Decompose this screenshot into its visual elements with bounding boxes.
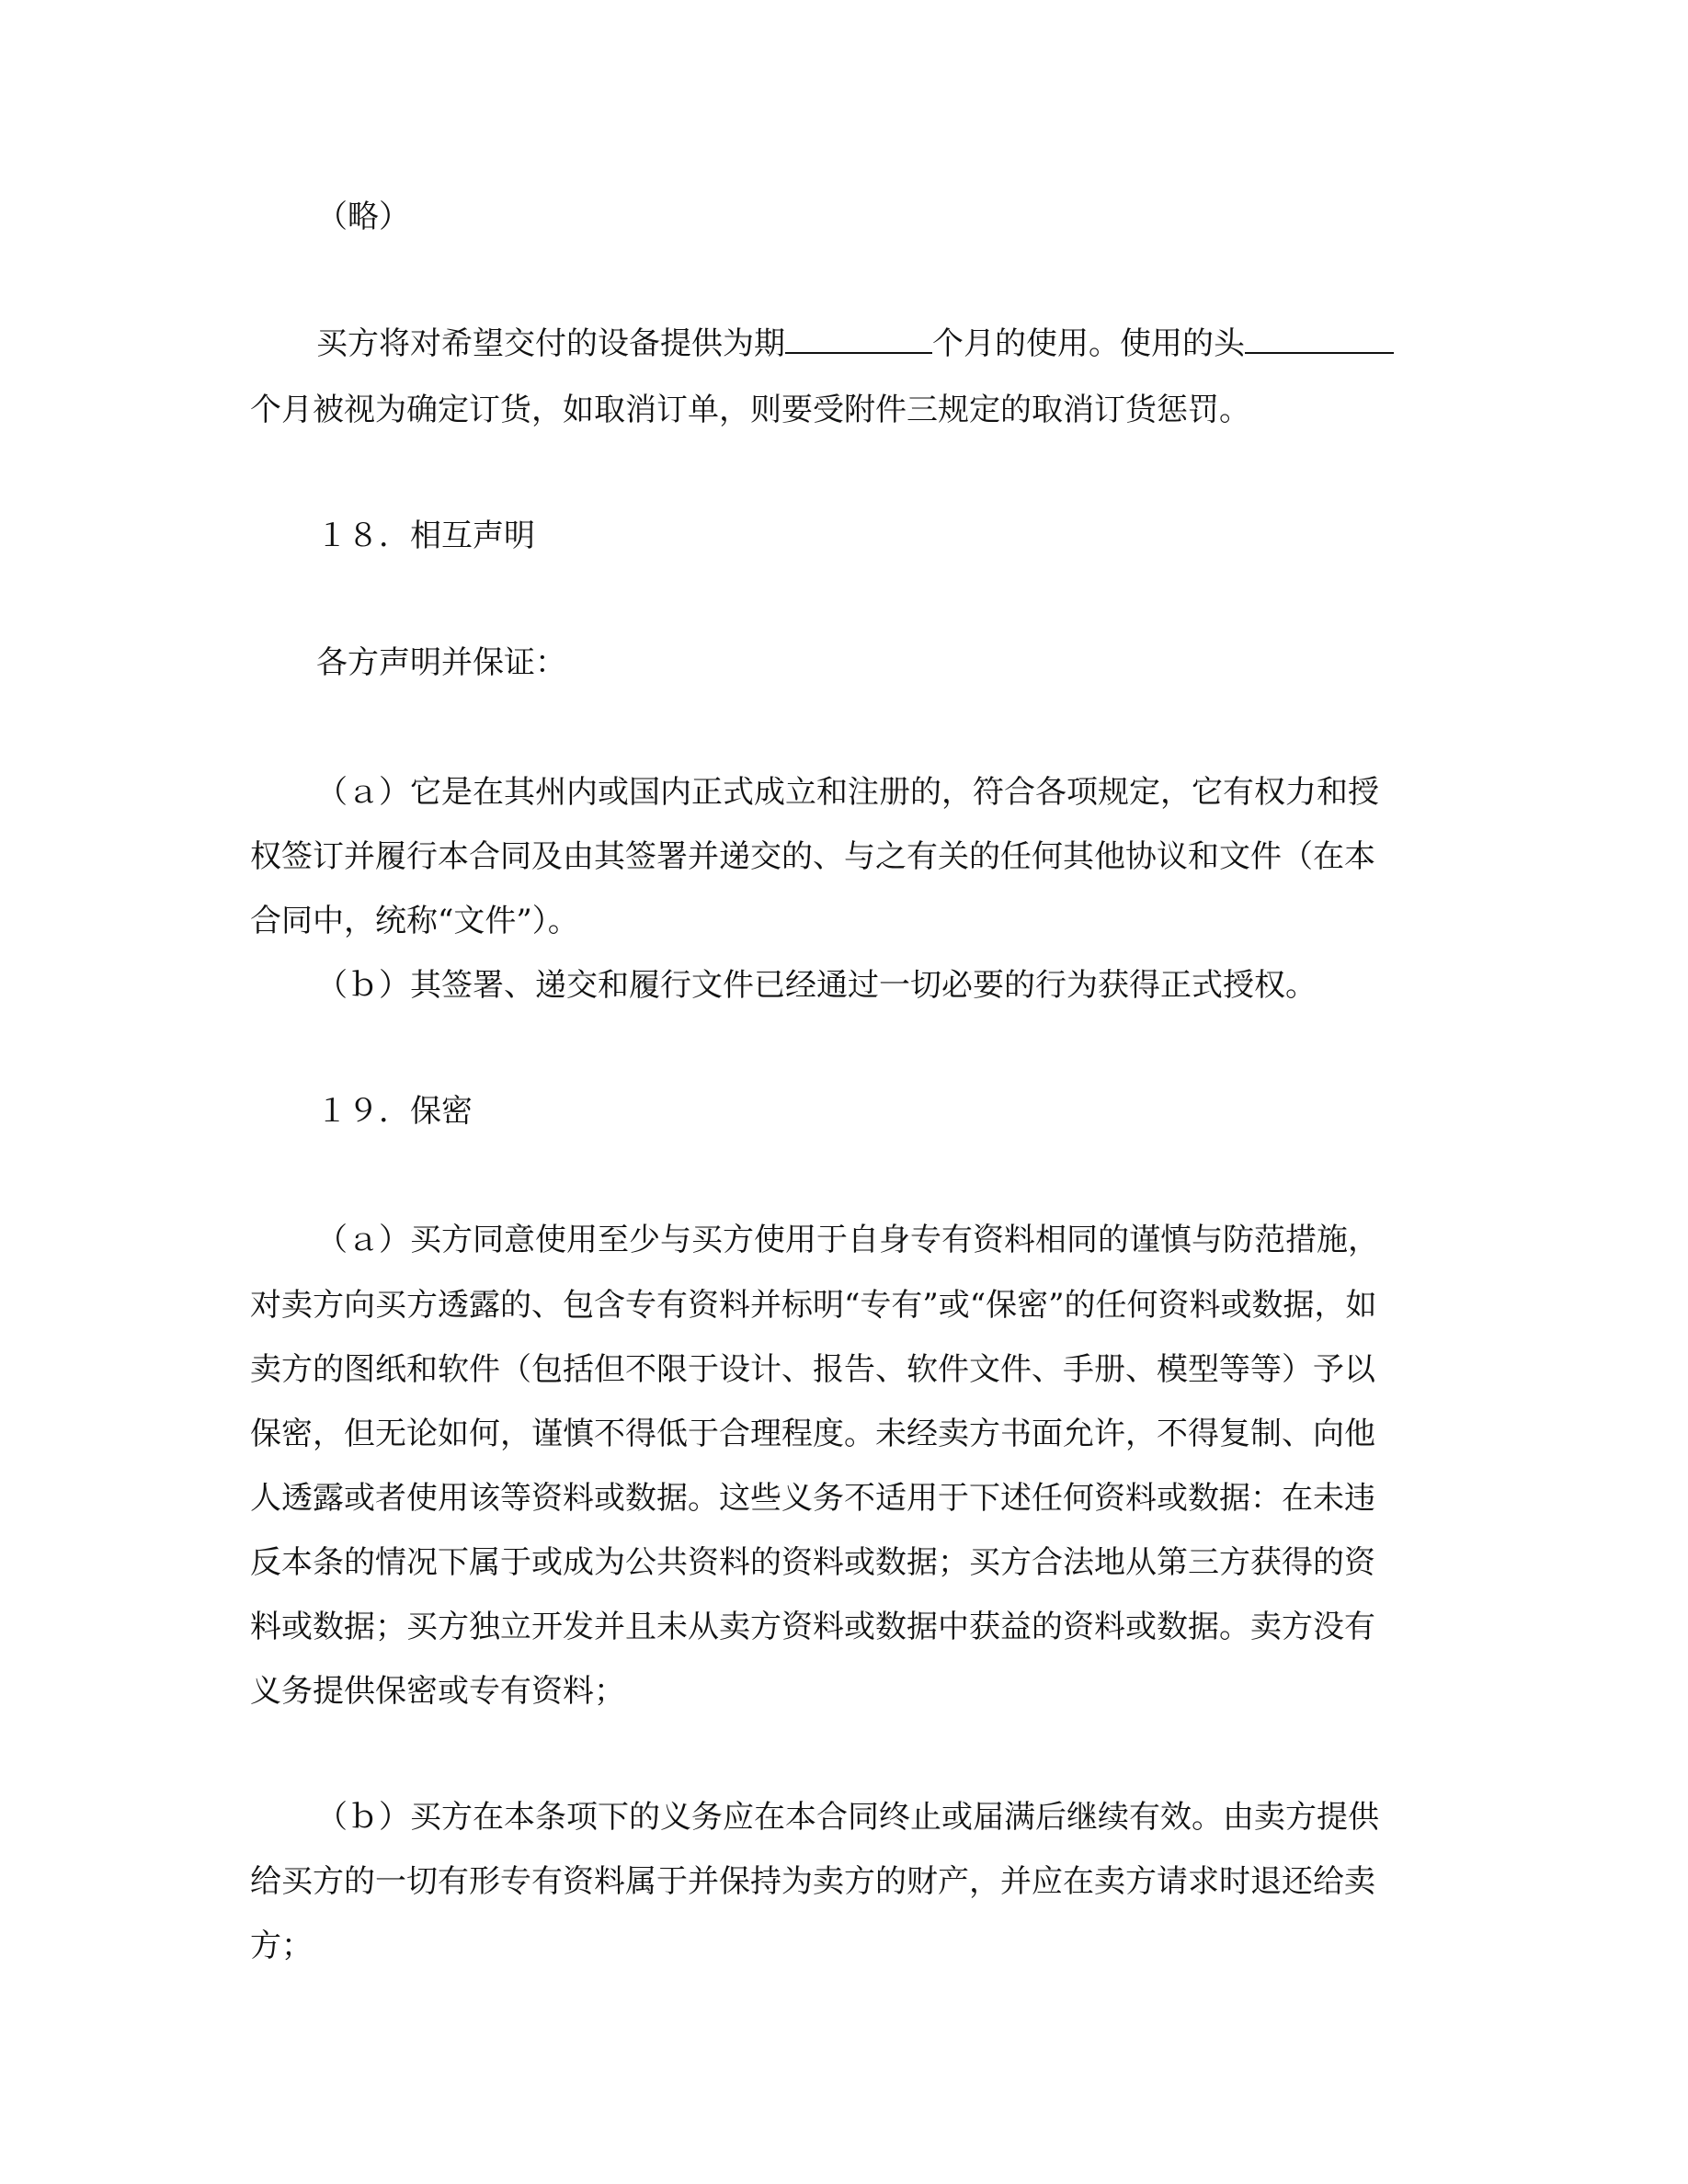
section18-intro: 各方声明并保证： bbox=[316, 644, 566, 681]
section18-a-line3: 合同中，统称“文件”）。 bbox=[250, 903, 579, 939]
section18-b-line1: （ｂ）其签署、递交和履行文件已经通过一切必要的行为获得正式授权。 bbox=[316, 967, 1317, 1004]
section19-b-line2: 给买方的一切有形专有资料属于并保持为卖方的财产，并应在卖方请求时退还给卖 bbox=[250, 1863, 1375, 1900]
section18-title: １８．相互声明 bbox=[316, 518, 535, 554]
section19-b-line1: （ｂ）买方在本条项下的义务应在本合同终止或届满后继续有效。由卖方提供 bbox=[316, 1799, 1379, 1836]
months-blank-1 bbox=[785, 324, 932, 354]
section19-a-line5: 人透露或者使用该等资料或数据。这些义务不适用于下述任何资料或数据：在未违 bbox=[250, 1480, 1375, 1517]
section19-a-line4: 保密，但无论如何，谨慎不得低于合理程度。未经卖方书面允许，不得复制、向他 bbox=[250, 1416, 1375, 1452]
section19-a-line8: 义务提供保密或专有资料； bbox=[250, 1673, 625, 1710]
clause17-line2: 个月被视为确定订货，如取消订单，则要受附件三规定的取消订货惩罚。 bbox=[250, 392, 1250, 428]
section19-a-line3: 卖方的图纸和软件（包括但不限于设计、报告、软件文件、手册、模型等等）予以 bbox=[250, 1351, 1375, 1388]
section18-a-line2: 权签订并履行本合同及由其签署并递交的、与之有关的任何其他协议和文件（在本 bbox=[250, 838, 1375, 875]
months-blank-2 bbox=[1245, 324, 1394, 354]
section19-b-line3: 方； bbox=[250, 1928, 313, 1964]
clause17-text-part2: 个月的使用。使用的头 bbox=[932, 325, 1245, 362]
section19-a-line2: 对卖方向买方透露的、包含专有资料并标明“专有”或“保密”的任何资料或数据，如 bbox=[250, 1287, 1377, 1324]
clause17-text-part1: 买方将对希望交付的设备提供为期 bbox=[316, 325, 785, 362]
section19-a-line1: （ａ）买方同意使用至少与买方使用于自身专有资料相同的谨慎与防范措施， bbox=[316, 1222, 1379, 1258]
clause17-line1 bbox=[0, 324, 1688, 364]
section19-title: １９．保密 bbox=[316, 1093, 473, 1130]
omitted-note: （略） bbox=[316, 199, 410, 235]
section18-a-line1: （ａ）它是在其州内或国内正式成立和注册的，符合各项规定，它有权力和授 bbox=[316, 774, 1379, 811]
section19-a-line6: 反本条的情况下属于或成为公共资料的资料或数据；买方合法地从第三方获得的资 bbox=[250, 1544, 1375, 1581]
section19-a-line7: 料或数据；买方独立开发并且未从卖方资料或数据中获益的资料或数据。卖方没有 bbox=[250, 1609, 1375, 1645]
